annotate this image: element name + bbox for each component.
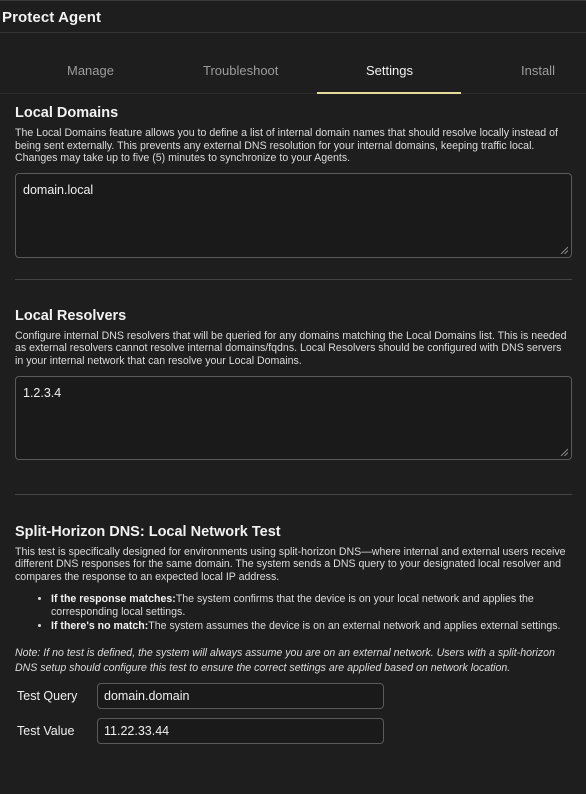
- test-value-label: Test Value: [17, 724, 75, 739]
- split-horizon-note: Note: If no test is defined, the system will always assume you are on an external network. Users with a split-horizon DNS setup should configure this test to ensure the correct settings are applied based on network location.: [15, 647, 555, 675]
- tab-settings[interactable]: Settings: [366, 63, 413, 78]
- local-domains-textarea[interactable]: [15, 173, 572, 258]
- tab-install[interactable]: Install: [521, 63, 555, 78]
- local-resolvers-description: Configure internal DNS resolvers that will be queried for any domains matching the Local Domains list. This is needed as external resolvers cannot resolve internal domains/fqdns. Local Resolvers should be configured with DNS servers in your internal network that can resolve your Local Domains.: [15, 329, 567, 367]
- local-domains-description: The Local Domains feature allows you to define a list of internal domain names that should resolve locally instead of being sent externally. This prevents any external DNS resolution for your internal domains, keeping traffic local. Changes may take up to five (5) minutes to synchronize to your Agents.: [15, 127, 558, 165]
- tab-troubleshoot[interactable]: Troubleshoot: [203, 63, 279, 78]
- resize-grip-icon[interactable]: [560, 448, 568, 456]
- test-query-input[interactable]: [97, 683, 384, 709]
- local-domains-value: domain.local: [23, 182, 94, 197]
- split-horizon-bullets: [15, 593, 572, 632]
- split-horizon-section: [0, 524, 586, 745]
- tab-manage[interactable]: Manage: [67, 63, 114, 78]
- active-tab-indicator: [317, 92, 461, 94]
- local-domains-section: [0, 105, 586, 258]
- split-horizon-heading: Split-Horizon DNS: Local Network Test: [15, 523, 281, 540]
- section-divider: [15, 494, 572, 495]
- window-title: Protect Agent: [2, 9, 102, 26]
- resize-grip-icon[interactable]: [560, 246, 568, 254]
- test-value-row: [15, 718, 572, 744]
- list-item: [51, 593, 572, 618]
- test-query-label: Test Query: [17, 689, 78, 704]
- title-bar: [0, 1, 586, 33]
- tab-bar: [0, 33, 586, 94]
- list-item: [51, 620, 572, 633]
- bullet-text-match: The system confirms that the device is on your local network and applies the corresponding local settings.: [51, 593, 534, 618]
- local-domains-heading: Local Domains: [15, 105, 119, 121]
- split-horizon-description: This test is specifically designed for environments using split-horizon DNS—where internal and external users receive different DNS responses for the same domain. The system sends a DNS query to your designated local resolver and compares the response to an expected local IP address.: [15, 545, 566, 583]
- section-divider: [15, 279, 572, 280]
- local-resolvers-heading: Local Resolvers: [15, 307, 127, 324]
- bullet-bold-match: If the response matches:: [51, 593, 176, 606]
- local-resolvers-value: 1.2.3.4: [23, 385, 62, 400]
- local-resolvers-textarea[interactable]: [15, 376, 572, 460]
- test-value-input[interactable]: [97, 718, 384, 744]
- bullet-bold-no-match: If there's no match:: [51, 619, 149, 632]
- bullet-text-no-match: The system assumes the device is on an external network and applies external settings.: [148, 619, 561, 632]
- local-resolvers-section: [0, 308, 586, 460]
- test-query-row: [15, 683, 572, 709]
